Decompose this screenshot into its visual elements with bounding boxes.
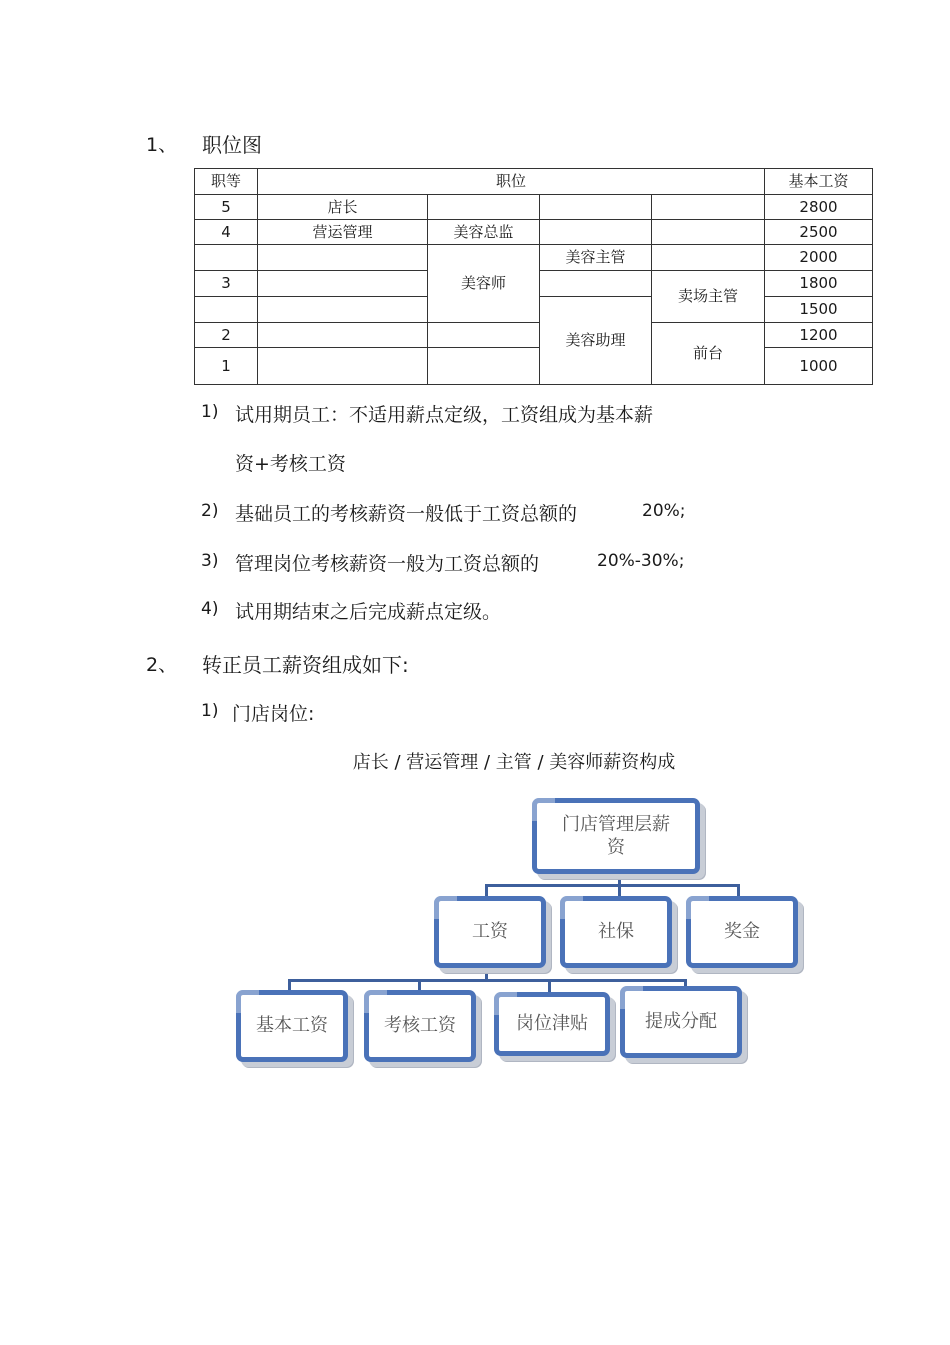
position-ops-manager: 营运管理: [258, 220, 428, 245]
salary-cell: 1500: [765, 297, 873, 323]
list-item-value: 20%-30%;: [597, 551, 685, 571]
grade-cell: 1: [195, 348, 258, 385]
grade-cell: 5: [195, 195, 258, 220]
position-beauty-assistant: 美容助理: [540, 297, 652, 385]
list-item-text: 基础员工的考核薪资一般低于工资总额的: [235, 503, 578, 525]
connector-to-allowance: [548, 979, 551, 993]
org-insurance-box: [560, 896, 672, 968]
empty-cell: [428, 348, 540, 385]
org-assessment-label: 考核工资: [384, 1015, 456, 1037]
empty-cell: [652, 245, 765, 271]
empty-cell: [540, 271, 652, 297]
list-item-text: 试用期员工：不适用薪点定级，工资组成为基本薪: [235, 404, 654, 426]
empty-cell: [652, 195, 765, 220]
header-position: 职位: [258, 169, 765, 195]
position-beauty-director: 美容总监: [428, 220, 540, 245]
org-root-box: [532, 798, 700, 874]
org-wage-box: [434, 896, 546, 968]
salary-cell: 1000: [765, 348, 873, 385]
org-wage-label: 工资: [472, 921, 508, 943]
empty-cell: [428, 323, 540, 348]
org-root-label-line1: 门店管理层薪: [562, 813, 670, 835]
salary-cell: 1800: [765, 271, 873, 297]
empty-cell: [540, 195, 652, 220]
salary-cell: 2000: [765, 245, 873, 271]
org-allowance-label: 岗位津贴: [516, 1013, 588, 1035]
header-grade: 职等: [195, 169, 258, 195]
org-commission-box: [620, 986, 742, 1058]
position-store-manager: 店长: [258, 195, 428, 220]
position-sales-supervisor: 卖场主管: [652, 271, 765, 323]
section-1-number: 1、: [146, 134, 178, 156]
org-insurance-label: 社保: [598, 921, 634, 943]
list-item-text: 试用期结束之后完成薪点定级。: [235, 601, 502, 623]
section-1-title: 职位图: [202, 133, 262, 157]
section-2-title: 转正员工薪资组成如下:: [202, 653, 409, 677]
grade-cell: 4: [195, 220, 258, 245]
org-commission-label: 提成分配: [645, 1011, 717, 1033]
org-bonus-box: [686, 896, 798, 968]
grade-cell: 2: [195, 323, 258, 348]
chart-caption: 店长 / 营运管理 / 主管 / 美容师薪资构成: [352, 752, 676, 773]
empty-cell: [258, 297, 428, 323]
org-base-salary-box: [236, 990, 348, 1062]
list-item-number: 1): [201, 402, 219, 422]
empty-cell: [652, 220, 765, 245]
list-item-number: 1): [201, 701, 219, 721]
list-item-text: 资+考核工资: [235, 453, 346, 475]
position-table: [194, 168, 873, 385]
salary-cell: 2800: [765, 195, 873, 220]
empty-cell: [258, 245, 428, 271]
list-item-text: 管理岗位考核薪资一般为工资总额的: [235, 553, 540, 575]
list-item-text: 门店岗位:: [232, 703, 315, 725]
empty-cell: [540, 220, 652, 245]
section-2-number: 2、: [146, 654, 178, 676]
empty-cell: [258, 348, 428, 385]
grade-cell: 3: [195, 271, 258, 297]
list-item-number: 2): [201, 501, 219, 521]
grade-cell: [195, 245, 258, 271]
org-root-label-line2: 资: [607, 837, 625, 858]
position-beautician: 美容师: [428, 245, 540, 323]
org-base-salary-label: 基本工资: [256, 1015, 328, 1037]
grade-cell: [195, 297, 258, 323]
position-beauty-supervisor: 美容主管: [540, 245, 652, 271]
salary-cell: 2500: [765, 220, 873, 245]
list-item-number: 3): [201, 551, 219, 571]
list-item-number: 4): [201, 599, 219, 619]
connector-level2-bar: [288, 979, 687, 982]
org-allowance-box: [494, 992, 610, 1056]
position-front-desk: 前台: [652, 323, 765, 385]
connector-level1-bar: [485, 884, 740, 887]
empty-cell: [258, 271, 428, 297]
header-salary: 基本工资: [765, 169, 873, 195]
empty-cell: [258, 323, 428, 348]
org-bonus-label: 奖金: [724, 921, 760, 943]
list-item-value: 20%;: [642, 501, 686, 521]
org-assessment-box: [364, 990, 476, 1062]
empty-cell: [428, 195, 540, 220]
salary-cell: 1200: [765, 323, 873, 348]
